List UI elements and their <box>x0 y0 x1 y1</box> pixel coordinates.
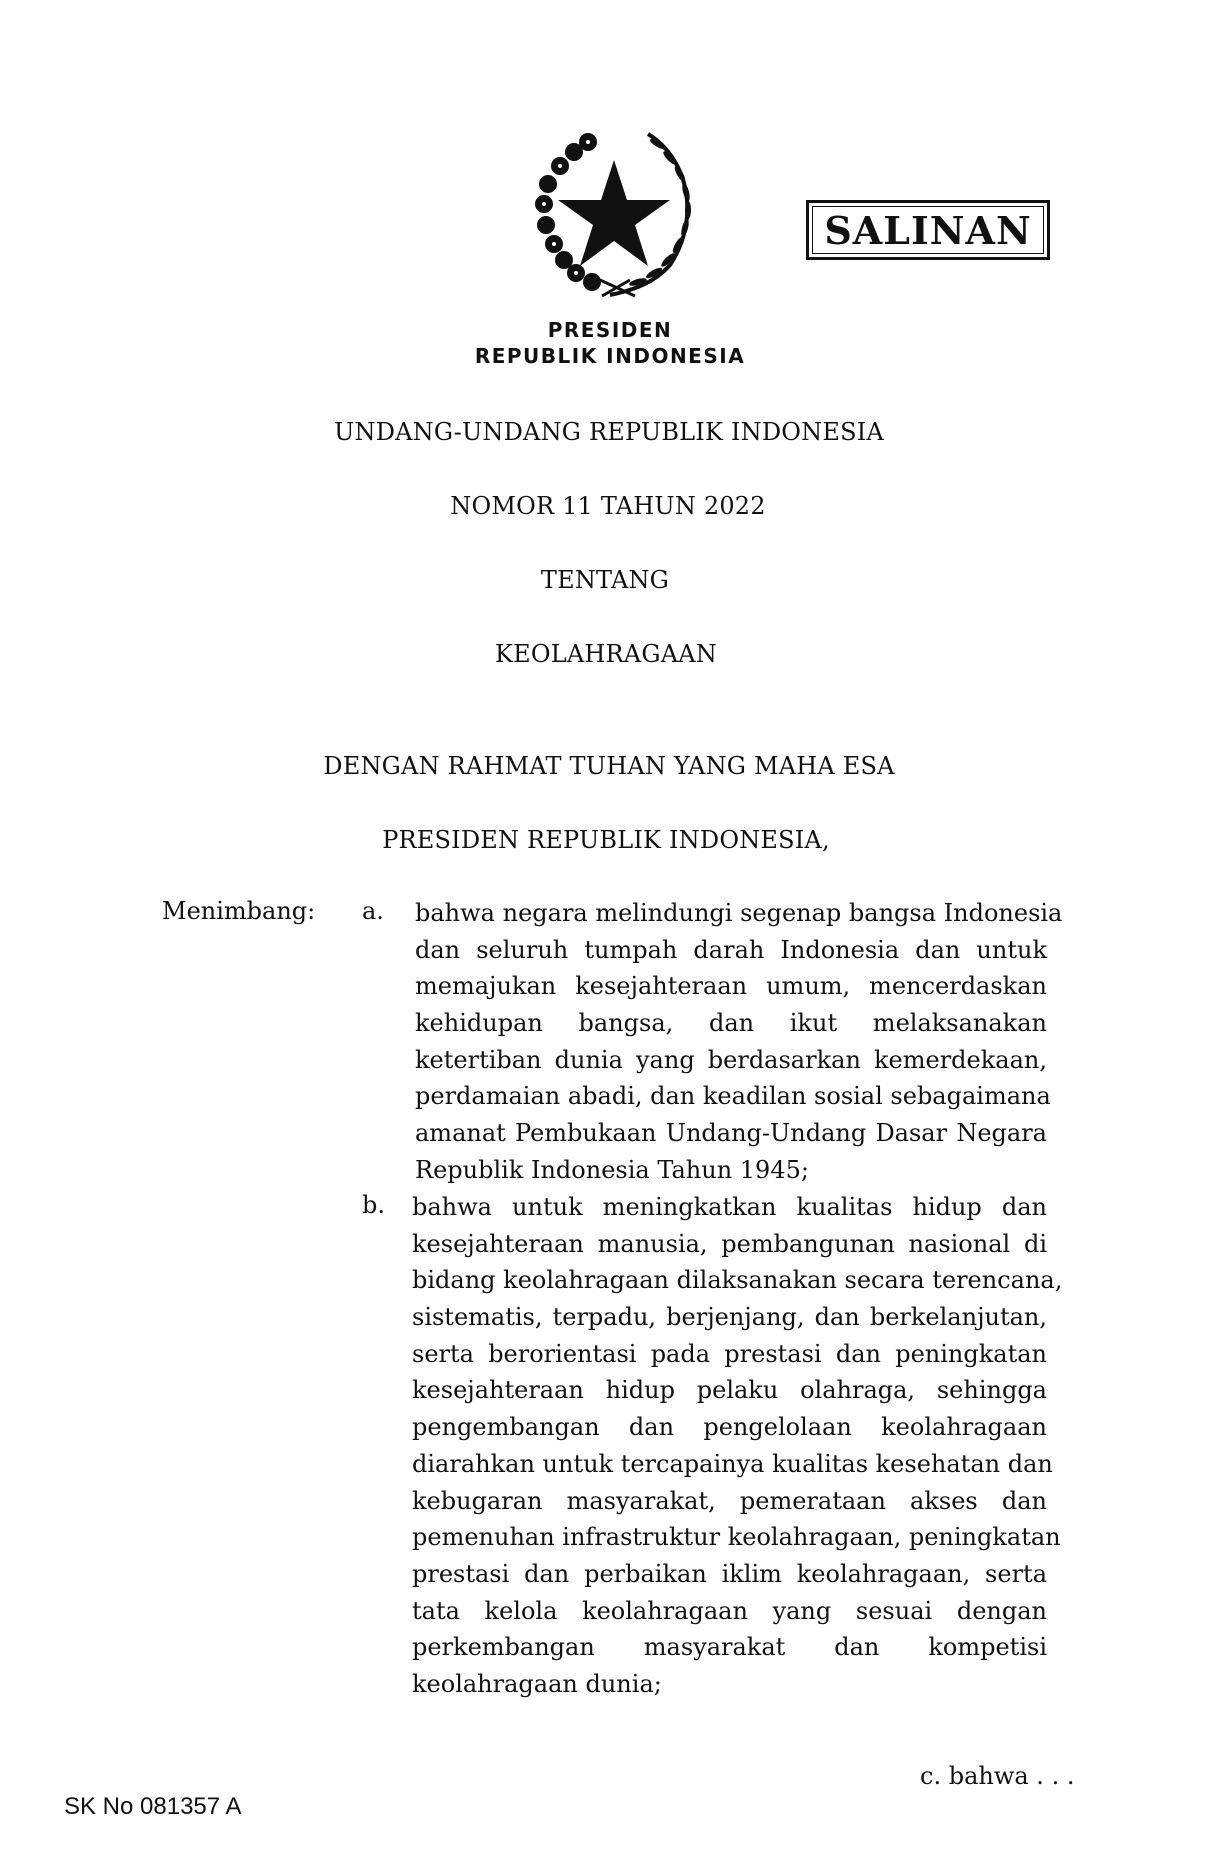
item-b-text <box>412 1189 1063 1703</box>
item-b-line: tata kelola keolahragaan yang sesuai dengan <box>412 1596 1047 1625</box>
law-subject-heading: KEOLAHRAGAAN <box>495 640 717 668</box>
menimbang-label: Menimbang: <box>162 897 316 925</box>
office-label-presiden: PRESIDEN <box>547 318 673 342</box>
item-a-line: perdamaian abadi, dan keadilan sosial sebagaimana <box>415 1082 1051 1111</box>
salinan-stamp <box>806 200 1050 260</box>
office-label-republik: REPUBLIK INDONESIA <box>474 344 746 368</box>
item-b-line: prestasi dan perbaikan iklim keolahragaan, serta <box>412 1559 1047 1588</box>
item-b-line: pengembangan dan pengelolaan keolahragaan <box>412 1413 1047 1442</box>
item-b-line: kesejahteraan manusia, pembangunan nasional di <box>412 1229 1047 1258</box>
item-b-line: keolahragaan dunia; <box>412 1669 662 1698</box>
item-b-line: bahwa untuk meningkatkan kualitas hidup dan <box>412 1193 1047 1221</box>
salinan-stamp-text: SALINAN <box>824 207 1032 253</box>
item-b-line: bidang keolahragaan dilaksanakan secara terencana, <box>412 1266 1063 1295</box>
item-a-line: amanat Pembukaan Undang-Undang Dasar Negara <box>415 1119 1047 1148</box>
item-b-line: pemenuhan infrastruktur keolahragaan, peningkatan <box>412 1523 1061 1552</box>
item-b-line: kesejahteraan hidup pelaku olahraga, sehingga <box>412 1376 1047 1405</box>
tentang-heading: TENTANG <box>540 566 670 594</box>
item-a-text <box>415 895 1063 1189</box>
preamble-heading: DENGAN RAHMAT TUHAN YANG MAHA ESA <box>323 752 895 780</box>
catchword-next-page: c. bahwa . . . <box>920 1762 1075 1790</box>
item-a-line: Republik Indonesia Tahun 1945; <box>415 1155 809 1184</box>
serial-number: SK No 081357 A <box>64 1793 242 1820</box>
item-b-line: perkembangan masyarakat dan kompetisi <box>412 1633 1047 1662</box>
item-b-line: serta berorientasi pada prestasi dan peningkatan <box>412 1339 1047 1368</box>
law-type-heading: UNDANG-UNDANG REPUBLIK INDONESIA <box>334 418 884 446</box>
item-b-line: sistematis, terpadu, berjenjang, dan berkelanjutan, <box>412 1303 1047 1332</box>
item-a-line: memajukan kesejahteraan umum, mencerdaskan <box>415 972 1047 1001</box>
item-a-line: bahwa negara melindungi segenap bangsa Indonesia <box>415 899 1063 927</box>
item-a-line: kehidupan bangsa, dan ikut melaksanakan <box>415 1009 1047 1038</box>
law-number-heading: NOMOR 11 TAHUN 2022 <box>450 492 766 520</box>
item-b-line: kebugaran masyarakat, pemerataan akses dan <box>412 1486 1047 1515</box>
president-heading: PRESIDEN REPUBLIK INDONESIA, <box>382 826 830 854</box>
item-b-line: diarahkan untuk tercapainya kualitas kesehatan dan <box>412 1449 1053 1478</box>
item-b-letter: b. <box>362 1191 385 1219</box>
item-a-line: ketertiban dunia yang berdasarkan kemerdekaan, <box>415 1045 1047 1074</box>
item-a-line: dan seluruh tumpah darah Indonesia dan untuk <box>415 935 1047 964</box>
item-a-letter: a. <box>362 897 384 925</box>
presidential-emblem-icon <box>530 130 702 298</box>
